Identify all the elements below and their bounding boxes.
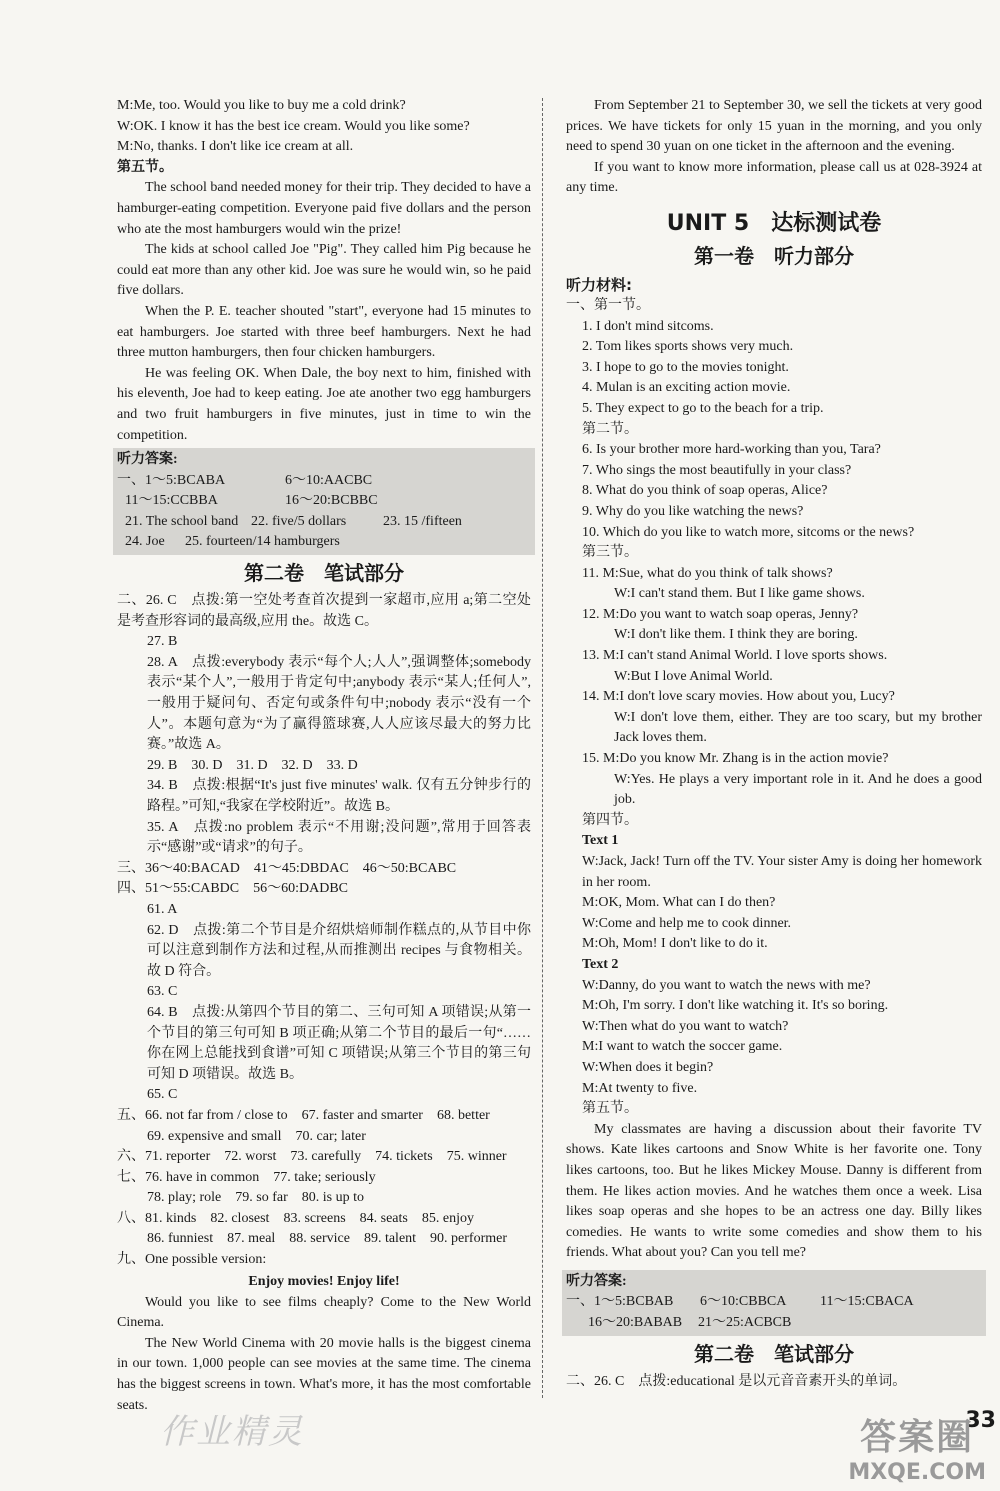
watermark-text: 作业精灵 [160, 1412, 304, 1452]
answer-line: 八、81. kinds 82. closest 83. screens 84. seats 85. enjoy [117, 1210, 474, 1226]
essay-paragraph: The New World Cinema with 20 movie halls is the biggest cinema in our town. 1,000 people can see movies at the same time. The cinema has the biggest screens in town. What's more, it has the most comfortable seats. [117, 1335, 531, 1413]
script-line: 8. What do you think of soap operas, Alice? [582, 483, 828, 499]
right-column [566, 96, 982, 1392]
section-title: 第二卷 笔试部分 [244, 561, 404, 586]
listening-script [566, 296, 982, 1120]
answers-title: 听力答案: [566, 1273, 627, 1289]
answer-row [117, 512, 531, 533]
script-line: M:OK, Mom. What can I do then? [582, 895, 776, 911]
script-line: 第四节。 [582, 812, 638, 828]
dialog-line: M:Me, too. Would you like to buy me a cold drink? [117, 98, 406, 113]
logo-domain: MXQE.COM [848, 1460, 986, 1485]
unit-title: UNIT 5 达标测试卷 [666, 210, 882, 236]
script-line: W:Jack, Jack! Turn off the TV. Your sister Amy is doing her homework in her room. [582, 854, 982, 890]
passage-paragraph: When the P. E. teacher shouted "start", everyone had 15 minutes to eat hamburgers. Joe started with three beef hamburgers. Next he had three mutton hamburgers, then four chicken hamburgers. [117, 303, 531, 361]
passage-paragraph: From September 21 to September 30, we sell the tickets at very good prices. We have tickets for only 15 yuan in the morning, and you only need to spend 30 yuan on one ticket in the afternoon and the evening. [566, 98, 982, 155]
answer-line: 七、76. have in common 77. take; seriously [117, 1169, 376, 1185]
answer-line: 35. A 点拨:no problem 表示“不用谢;没问题”,常用于回答表示“感谢”或“请求”的句子。 [147, 819, 531, 856]
script-line: 9. Why do you like watching the news? [582, 503, 804, 519]
answer-cell: 一、1～5:BCBAB [566, 1294, 674, 1310]
section-title: 第二卷 笔试部分 [694, 1341, 854, 1366]
answer-row [117, 471, 531, 492]
script-line: 第二节。 [582, 421, 638, 437]
section-label: 第五节。 [117, 159, 173, 175]
answer-line: 61. A [147, 901, 178, 917]
answer-line: 69. expensive and small 70. car; later [147, 1128, 366, 1144]
answer-list [117, 591, 531, 1271]
script-line: 6. Is your brother more hard-working than you, Tara? [582, 442, 881, 458]
answer-line: 28. A 点拨:everybody 表示“每个人;人人”,强调整体;somebody 表示“某个人”,一般用于肯定句中;anybody 表示“某人;任何人”,一般用于疑问句、否定句或条件句中;nobody 表示“没有一个人”。本题句意为“为了赢得篮球赛,人人应该尽最大的努力比赛。”故选 A。 [147, 654, 531, 753]
logo-text: 答案圈 [860, 1417, 975, 1458]
script-line: 1. I don't mind sitcoms. [582, 318, 714, 334]
script-line: W:Then what do you want to watch? [582, 1018, 789, 1034]
script-line: 3. I hope to go to the movies tonight. [582, 359, 789, 375]
answer-cell: 21～25:ACBCB [698, 1315, 792, 1331]
script-line: W:But I love Animal World. [614, 668, 773, 684]
section-title: 第一卷 听力部分 [694, 243, 854, 268]
passage-paragraph: If you want to know more information, please call us at 028-3924 at any time. [566, 159, 982, 196]
answer-line: 六、71. reporter 72. worst 73. carefully 74. tickets 75. winner [117, 1149, 507, 1165]
answer-line: 64. B 点拨:从第四个节目的第二、三句可知 A 项错误;从第一个节目的第三句可知 B 项正确;从第二个节目的最后一句“……你在网上总能找到食谱”可知 C 项错误;从第三个节目的第三句可知 D 项错误。故选 B。 [147, 1004, 531, 1082]
script-line: 2. Tom likes sports shows very much. [582, 339, 794, 355]
answer-line: 65. C [147, 1087, 178, 1103]
answer-cell: 16～20:BABAB [588, 1315, 683, 1331]
left-column [117, 96, 531, 1416]
answer-cell: 25. fourteen/14 hamburgers [185, 534, 340, 550]
script-line: 4. Mulan is an exciting action movie. [582, 380, 791, 396]
answer-cell: 6～10:AACBC [285, 472, 373, 488]
script-line: 一、第一节。 [566, 297, 650, 313]
answer-cell: 21. The school band [125, 513, 239, 529]
dialog-line: W:OK. I know it has the best ice cream. Would you like some? [117, 118, 470, 134]
answer-cell: 16～20:BCBBC [285, 493, 378, 509]
script-line: 第三节。 [582, 545, 638, 561]
answer-line: 62. D 点拨:第二个节目是介绍烘焙师制作糕点的,从节目中你可以注意到制作方法和过程,从而推测出 recipes 与食物相关。故 D 符合。 [147, 922, 531, 979]
answer-line: 四、51～55:CABDC 56～60:DADBC [117, 881, 349, 897]
script-line: 10. Which do you like to watch more, sitcoms or the news? [582, 524, 915, 540]
answer-line: 27. B [147, 634, 178, 650]
answer-cell: 24. Joe [125, 534, 165, 550]
script-line: Text 2 [582, 956, 619, 972]
column-divider [542, 98, 543, 1398]
script-line: W:I don't like them. I think they are boring. [614, 627, 858, 643]
script-line: M:I want to watch the soccer game. [582, 1039, 783, 1055]
answer-line: 三、36～40:BACAD 41～45:DBDAC 46～50:BCABC [117, 860, 457, 876]
script-line: W:Yes. He plays a very important role in it. And he does a good job. [614, 771, 982, 808]
answer-row [566, 1313, 982, 1334]
script-line: 7. Who sings the most beautifully in your class? [582, 462, 852, 478]
script-line: 第五节。 [582, 1101, 638, 1117]
answer-cell: 23. 15 /fifteen [383, 513, 462, 529]
essay-paragraph: Would you like to see films cheaply? Come to the New World Cinema. [117, 1294, 531, 1331]
answer-cell: 11～15:CBACA [820, 1294, 914, 1310]
site-logo [848, 1409, 986, 1485]
answer-line: 二、26. C 点拨:第一空处考查首次提到一家超市,应用 a;第二空处是考查形容词的最高级,应用 the。故选 C。 [117, 593, 531, 629]
script-line: M:At twenty to five. [582, 1080, 698, 1096]
answer-cell: 11～15:CCBBA [125, 493, 218, 509]
script-line: W:When does it begin? [582, 1059, 714, 1075]
passage-paragraph: The kids at school called Joe "Pig". They called him Pig because he could eat more than any other kid. Joe was sure he would win, so he paid five dollars. [117, 242, 531, 299]
script-line: 5. They expect to go to the beach for a trip. [582, 400, 824, 416]
answer-row [117, 532, 531, 553]
materials-heading: 听力材料: [566, 275, 632, 294]
answer-cell: 一、1～5:BCABA [117, 472, 226, 488]
answer-row [566, 1292, 982, 1313]
passage-paragraph: He was feeling OK. When Dale, the boy next to him, finished with his eleventh, Joe had to keep eating. Joe ate another two egg hamburgers and two fruit hamburgers in five minutes, just in time to win the competition. [117, 365, 531, 443]
script-line: 14. M:I don't love scary movies. How about you, Lucy? [582, 689, 895, 705]
script-line: Text 1 [582, 833, 619, 849]
answer-cell: 22. five/5 dollars [251, 513, 347, 529]
passage-paragraph: My classmates are having a discussion about their favorite TV shows. Kate likes cartoons and Snow White is her favorite one. Tony likes cartoons, too. But he likes Mickey Mouse. Danny is different from them. He likes action movies. And he watches them once a week. Lisa likes soap operas and she hopes to be an actress one day. Billy likes comedies. He wants to write some comedies and show them to his friends. What about you? Can you tell me? [566, 1121, 982, 1261]
script-line: W:Danny, do you want to watch the news with me? [582, 977, 871, 993]
answer-line: 29. B 30. D 31. D 32. D 33. D [147, 757, 358, 773]
answer-line: 五、66. not far from / close to 67. faster and smarter 68. better [117, 1107, 490, 1123]
dialog-line: M:No, thanks. I don't like ice cream at all. [117, 139, 354, 155]
listening-answers-box [562, 1270, 986, 1336]
script-line: 11. M:Sue, what do you think of talk shows? [582, 565, 833, 581]
script-line: 15. M:Do you know Mr. Zhang is in the action movie? [582, 751, 889, 767]
answer-line: 二、26. C 点拨:educational 是以元音音素开头的单词。 [566, 1373, 907, 1389]
answer-line: 78. play; role 79. so far 80. is up to [147, 1190, 364, 1206]
script-line: 13. M:I can't stand Animal World. I love sports shows. [582, 648, 888, 664]
answer-line: 63. C [147, 984, 178, 1000]
answer-line: 九、One possible version: [117, 1252, 267, 1268]
script-line: W:Come and help me to cook dinner. [582, 915, 792, 931]
script-line: W:I don't love them, either. They are too scary, but my brother Jack loves them. [614, 709, 982, 746]
answer-line: 86. funniest 87. meal 88. service 89. talent 90. performer [147, 1231, 508, 1247]
answer-cell: 6～10:CBBCA [700, 1294, 787, 1310]
script-line: M:Oh, I'm sorry. I don't like watching it. It's so boring. [582, 998, 889, 1014]
answer-line: 34. B 点拨:根据“It's just five minutes' walk. 仅有五分钟步行的路程。”可知,“我家在学校附近”。故选 B。 [147, 778, 531, 814]
passage-paragraph: The school band needed money for their trip. They decided to have a hamburger-eating competition. Everyone paid five dollars and the person who ate the most hamburgers would win the prize! [117, 180, 531, 237]
answers-title: 听力答案: [117, 452, 178, 468]
script-line: W:I can't stand them. But I like game shows. [614, 586, 865, 602]
answer-row [117, 491, 531, 512]
script-line: 12. M:Do you want to watch soap operas, Jenny? [582, 606, 859, 622]
listening-answers-box [113, 448, 535, 555]
essay-title: Enjoy movies! Enjoy life! [248, 1273, 400, 1289]
script-line: M:Oh, Mom! I don't like to do it. [582, 936, 768, 952]
page-number: 33 [965, 1408, 996, 1433]
